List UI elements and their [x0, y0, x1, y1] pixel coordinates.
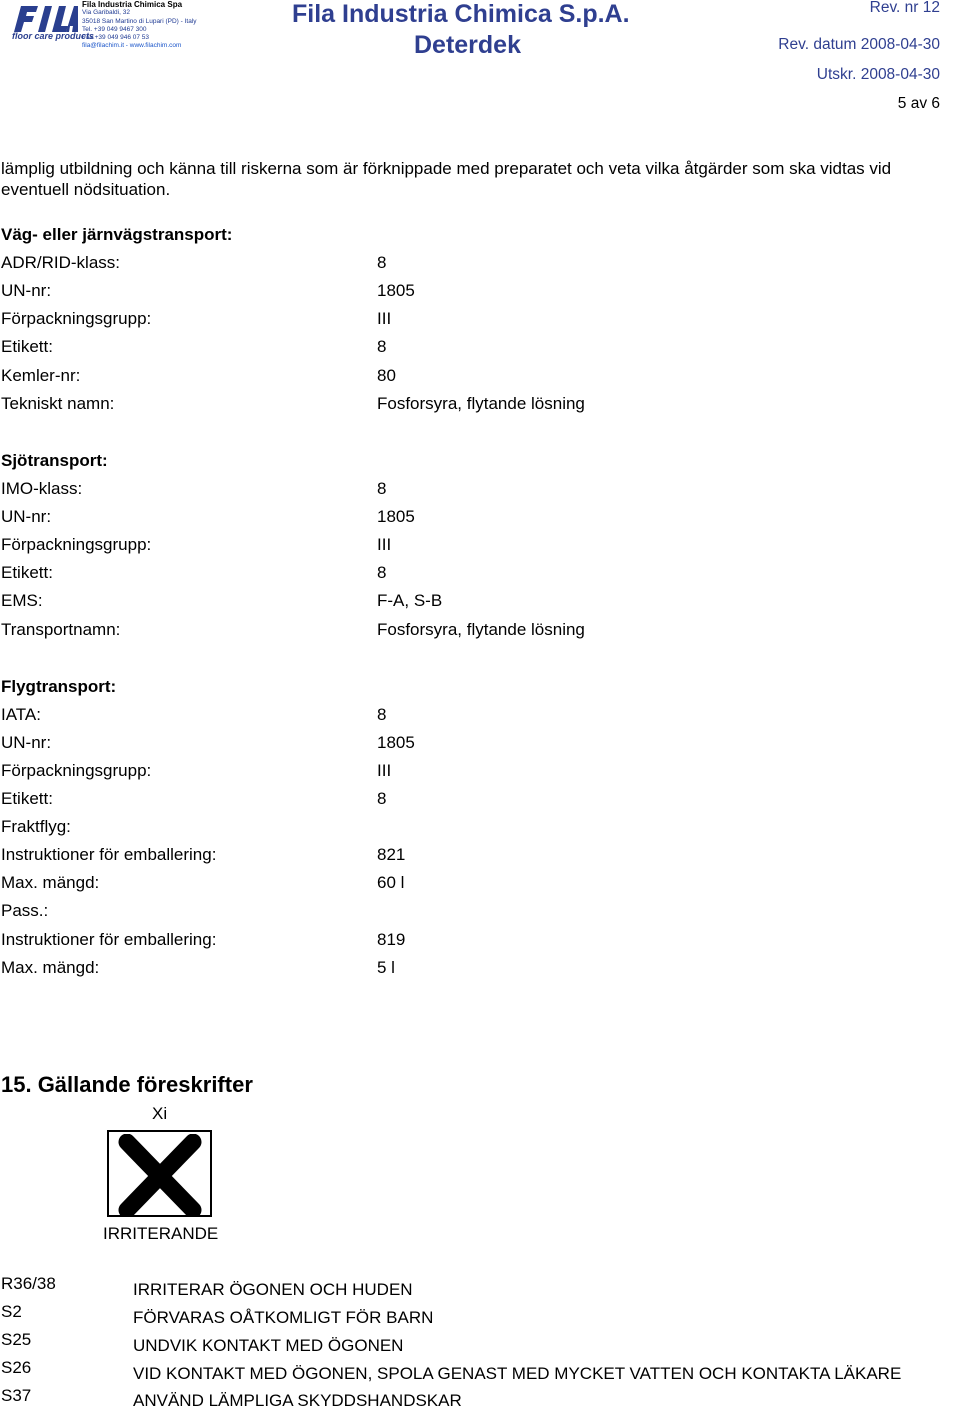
page-number: 5 av 6: [897, 95, 940, 112]
hazard-symbol-code: Xi: [152, 1104, 168, 1123]
phrase-code: R36/38: [1, 1274, 56, 1293]
phrase-code: S2: [1, 1302, 22, 1321]
address-line: Fax.+39 049 946 07 53: [82, 34, 150, 42]
print-date: Utskr. 2008-04-30: [816, 66, 940, 83]
road-row-label: Förpackningsgrupp:: [1, 309, 152, 328]
road-row-value: III: [377, 309, 392, 328]
air-row-value: 60 l: [377, 873, 405, 892]
road-row-value: Fosforsyra, flytande lösning: [377, 394, 585, 413]
air-row-label: Pass.:: [1, 901, 49, 920]
sea-row-value: Fosforsyra, flytande lösning: [377, 620, 585, 639]
product-name: Deterdek: [414, 31, 521, 59]
air-row-label: Fraktflyg:: [1, 817, 71, 836]
air-row-label: Etikett:: [1, 789, 53, 808]
fila-logo-icon: [12, 4, 78, 34]
phrase-text: UNDVIK KONTAKT MED ÖGONEN: [133, 1336, 404, 1355]
sea-row-label: EMS:: [1, 591, 43, 610]
sea-row-label: UN-nr:: [1, 507, 52, 526]
document-company-title: Fila Industria Chimica S.p.A.: [292, 0, 630, 28]
sea-transport-heading: Sjötransport:: [1, 451, 108, 470]
road-row-label: Etikett:: [1, 337, 53, 356]
air-row-label: UN-nr:: [1, 733, 52, 752]
address-line: Via Garibaldi, 32: [82, 9, 130, 17]
road-row-value: 1805: [377, 281, 415, 300]
company-logo: [12, 4, 78, 34]
road-row-label: Tekniskt namn:: [1, 394, 115, 413]
road-row-value: 8: [377, 253, 387, 272]
air-row-label: Max. mängd:: [1, 958, 100, 977]
sea-row-value: 8: [377, 479, 387, 498]
section-15-heading: 15. Gällande föreskrifter: [1, 1072, 253, 1097]
air-row-label: Förpackningsgrupp:: [1, 761, 152, 780]
logo-tagline: floor care products: [12, 31, 95, 41]
road-row-label: UN-nr:: [1, 281, 52, 300]
air-row-value: 819: [377, 930, 406, 949]
air-row-label: Max. mängd:: [1, 873, 100, 892]
air-row-value: III: [377, 761, 392, 780]
intro-paragraph: lämplig utbildning och känna till riskerna som är förknippade med preparatet och veta vilka åtgärder som ska vidtas vid eventuell nödsituation.: [1, 159, 892, 199]
phrase-text: IRRITERAR ÖGONEN OCH HUDEN: [133, 1280, 413, 1299]
air-transport-heading: Flygtransport:: [1, 677, 117, 696]
revision-date: Rev. datum 2008-04-30: [778, 36, 940, 53]
sea-row-value: III: [377, 535, 392, 554]
company-name: Fila Industria Chimica Spa: [82, 0, 183, 9]
road-row-value: 8: [377, 337, 387, 356]
sea-row-value: 1805: [377, 507, 415, 526]
phrase-text: VID KONTAKT MED ÖGONEN, SPOLA GENAST MED MYCKET VATTEN OCH KONTAKTA LÄKARE: [133, 1364, 902, 1383]
revision-number: Rev. nr 12: [869, 0, 940, 16]
sea-row-label: Etikett:: [1, 563, 53, 582]
address-line: 35018 San Martino di Lupari (PD) - Italy: [82, 17, 197, 25]
air-row-label: Instruktioner för emballering:: [1, 930, 217, 949]
irritant-x-icon: [117, 1134, 203, 1216]
sea-row-value: 8: [377, 563, 387, 582]
air-row-value: 821: [377, 845, 406, 864]
phrase-code: S25: [1, 1330, 32, 1349]
phrase-code: S37: [1, 1386, 32, 1405]
hazard-symbol-caption: IRRITERANDE: [103, 1224, 219, 1243]
air-row-label: Instruktioner för emballering:: [1, 845, 217, 864]
sea-row-label: Transportnamn:: [1, 620, 121, 639]
sea-row-value: F-A, S-B: [377, 591, 443, 610]
air-row-value: 5 l: [377, 958, 395, 977]
air-row-value: 1805: [377, 733, 415, 752]
air-row-value: 8: [377, 705, 387, 724]
phrase-text: FÖRVARAS OÅTKOMLIGT FÖR BARN: [133, 1308, 434, 1327]
sea-row-label: IMO-klass:: [1, 479, 83, 498]
road-row-value: 80: [377, 366, 396, 385]
hazard-symbol-box: [107, 1130, 212, 1217]
company-address: [82, 1, 197, 51]
air-row-label: IATA:: [1, 705, 41, 724]
road-row-label: Kemler-nr:: [1, 366, 81, 385]
road-row-label: ADR/RID-klass:: [1, 253, 121, 272]
road-transport-heading: Väg- eller järnvägstransport:: [1, 225, 233, 244]
contact-links[interactable]: fila@filachim.it - www.filachim.com: [82, 42, 182, 50]
address-line: Tel. +39 049 9467 300: [82, 25, 147, 33]
sea-row-label: Förpackningsgrupp:: [1, 535, 152, 554]
air-row-value: 8: [377, 789, 387, 808]
phrase-text: ANVÄND LÄMPLIGA SKYDDSHANDSKAR: [133, 1391, 462, 1410]
phrase-code: S26: [1, 1358, 32, 1377]
